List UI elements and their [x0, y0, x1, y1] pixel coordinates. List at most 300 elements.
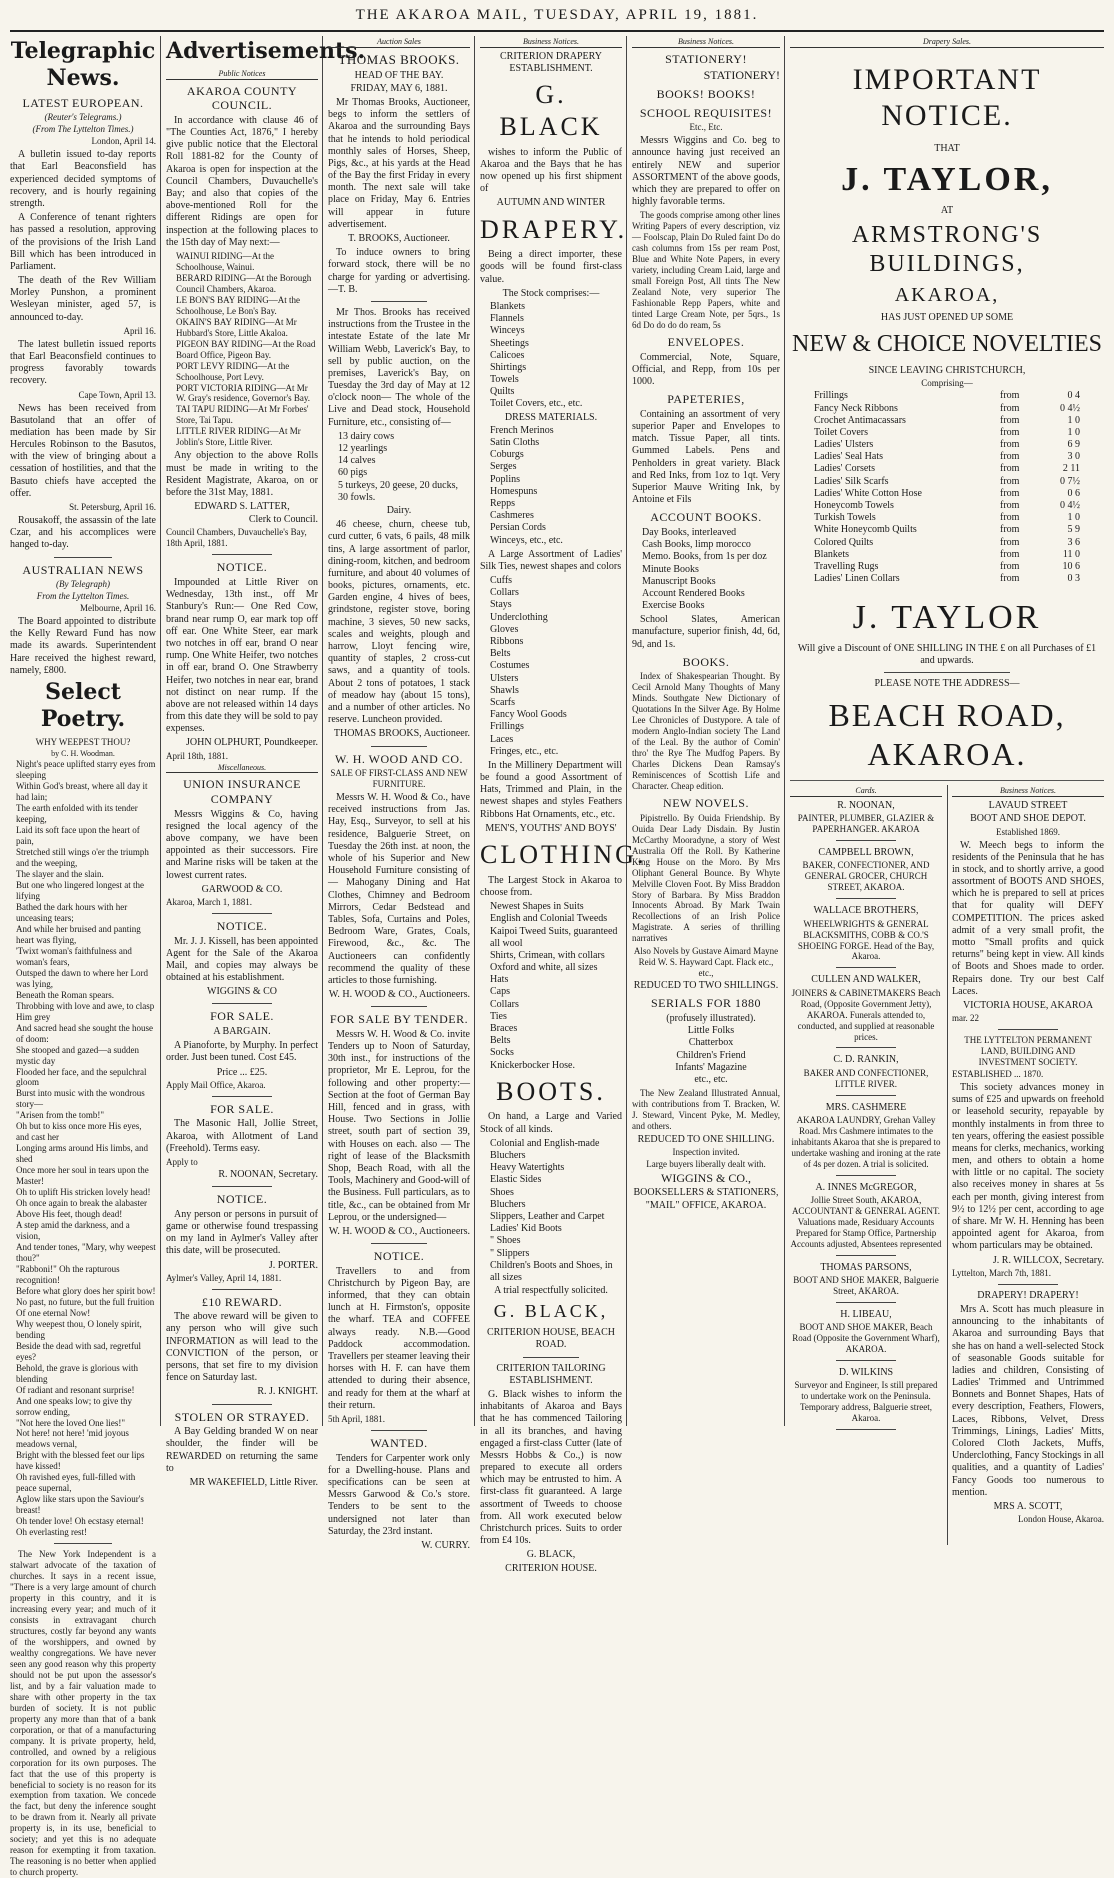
list-item: And while her bruised and panting heart was flying,: [16, 923, 141, 945]
card-body: BOOT AND SHOE MAKER, Balguerie Street, AKAROA.: [793, 1274, 939, 1296]
ad-heading: THOMAS BROOKS.: [338, 51, 460, 67]
address-heading: BEACH ROAD, AKAROA.: [828, 697, 1066, 773]
list-item: Repps: [490, 497, 515, 509]
ad-subheading: A BARGAIN.: [213, 1026, 271, 1038]
ad-heading: NOTICE.: [373, 1249, 425, 1264]
ad-paragraph: The above reward will be given to any person who will give such INFORMATION as will lead to the CONVICTION of the person, or persons, that set fire to my division fence on Saturday last.: [166, 1311, 318, 1384]
source-line: (From The Lyttelton Times.): [32, 124, 134, 135]
card-title: CAMPBELL BROWN,: [818, 847, 914, 859]
ad-heading: SCHOOL REQUISITES!: [639, 105, 773, 120]
list-item: Poplins: [490, 473, 521, 485]
boots-list: [480, 1138, 622, 1284]
business-card: [790, 905, 942, 968]
masthead-rule: [10, 30, 1104, 32]
ad-paragraph: Tenders for Carpenter work only for a Dwelling-house. Plans and specifications can be seen at Messrs Garwood & Co.'s store. Tenders to be sent to the undersigned not later than Saturday, the 23rd instant.: [328, 1452, 470, 1537]
separator: [371, 1243, 428, 1244]
list-item: Kaipoi Tweed Suits, guaranteed all wool: [490, 925, 618, 949]
important-notice-heading: IMPORTANT NOTICE.: [852, 62, 1042, 133]
list-item: Toilet Covers, etc., etc.: [490, 398, 583, 410]
business-card: [790, 1054, 942, 1095]
column-divider: [784, 36, 785, 1426]
signature: T. BROOKS, Auctioneer.: [348, 233, 450, 245]
list-item: Children's Boots and Shoes, in all sizes: [490, 1259, 613, 1283]
price-row: [814, 403, 1080, 415]
account-books-list: [632, 527, 780, 612]
signature: W. H. WOOD & CO., Auctioneers.: [328, 989, 470, 1001]
items-list: [480, 575, 622, 758]
dateline: Cape Town, April 13.: [78, 389, 156, 400]
list-item: Caps: [490, 986, 510, 998]
list-item: Ladies' Kid Boots: [490, 1223, 562, 1235]
signature: GARWOOD & CO.: [201, 883, 283, 895]
list-item: And tender tones, "Mary, why weepest thou?": [16, 1242, 156, 1263]
ad-heading: NOTICE.: [216, 918, 268, 933]
list-item: Winceys: [490, 325, 525, 337]
ad-paragraph: Travellers to and from Christchurch by Pigeon Bay, are informed, that they can obtain lunch at H. Firmston's, opposite the wharf. TEA and COFFEE always ready. N.B.—Good Paddock accommodation. Travellers per steamer leaving their horses with H. F. can have them attended to during their absence, and ready for them at the wharf at their return.: [328, 1265, 470, 1411]
list-item: Night's peace uplifted starry eyes from sleeping: [16, 759, 156, 781]
card-body: AKAROA LAUNDRY, Grehan Valley Road. Mrs Cashmere intimates to the inhabitants Akaroa that she is prepared to undertake washing and ironing at the rate of 4s per dozen. A trial is solicited.: [791, 1114, 941, 1169]
list-item: Heavy Watertights: [490, 1162, 565, 1174]
list-item: 13 dairy cows: [338, 430, 395, 442]
section-label: Public Notices: [166, 69, 318, 80]
price-from: from: [1000, 560, 1020, 572]
list-item: Burst into music with the wondrous story—: [16, 1088, 145, 1110]
list-item: Ulsters: [490, 672, 519, 684]
serials-list: [632, 1013, 780, 1086]
source-line: From the Lyttelton Times.: [36, 591, 130, 602]
list-item: Cashmeres: [490, 510, 534, 522]
list-item: Fancy Wool Goods: [490, 709, 567, 721]
list-item: Oh to uplift His stricken lovely head!: [16, 1187, 151, 1198]
business-card: [790, 847, 942, 899]
list-item: Shirts, Crimean, with collars: [490, 949, 605, 961]
price-row: [814, 427, 1080, 439]
signature: BOOKSELLERS & STATIONERS,: [633, 1186, 779, 1198]
list-item: Calicoes: [490, 349, 525, 361]
column-telegraphic: [10, 36, 156, 1878]
list-item: No past, no future, but the full fruition: [16, 1296, 155, 1307]
poem-title: WHY WEEPEST THOU?: [35, 736, 131, 747]
price-item-name: Fancy Neck Ribbons: [814, 402, 898, 414]
column-criterion-drapery: [480, 36, 647, 1574]
price-item-name: Ladies' Seal Hats: [814, 451, 884, 463]
list-item: Cuffs: [490, 575, 513, 587]
dress-materials-list: [480, 425, 622, 547]
list-item: Colonial and English-made Bluchers: [490, 1137, 600, 1162]
ad-footer: Aylmer's Valley, April 14, 1881.: [166, 1272, 282, 1283]
merchant-name: J. TAYLOR,: [841, 161, 1053, 199]
ad-footer: CRITERION HOUSE, BEACH ROAD.: [486, 1327, 616, 1351]
card-body: PAINTER, PLUMBER, GLAZIER & PAPERHANGER. AKAROA: [797, 813, 935, 835]
price-amount: 0 3: [1067, 573, 1080, 585]
list-item: Flooded her face, and the sepulchral gloom: [16, 1066, 147, 1088]
section-label: Auction Sales: [328, 37, 470, 48]
card-title: MRS. CASHMERE: [825, 1101, 907, 1113]
list-item: Braces: [490, 1023, 518, 1034]
ad-subheading: FRIDAY, MAY 6, 1881.: [350, 82, 448, 94]
separator: [371, 1430, 428, 1431]
ad-subheading: HEAD OF THE BAY.: [354, 69, 444, 81]
list-item: Shawls: [490, 684, 519, 696]
price-amount: 0 4½: [1060, 500, 1080, 511]
ad-heading: SERIALS FOR 1880: [650, 996, 762, 1011]
section-label: Drapery Sales.: [790, 37, 1104, 48]
price-row: [814, 524, 1080, 536]
list-item: Sheetings: [490, 337, 529, 349]
ad-paragraph: On hand, a Large and Varied Stock of all kinds.: [480, 1111, 622, 1135]
price-row: [814, 488, 1080, 500]
ad-heading: CRITERION TAILORING ESTABLISHMENT.: [496, 1362, 606, 1386]
list-item: Collars: [490, 587, 519, 599]
list-item: Scarfs: [490, 696, 515, 708]
ad-footer: Large buyers liberally dealt with.: [646, 1159, 766, 1170]
list-item: Minute Books: [642, 563, 699, 575]
ad-footer: April 18th, 1881.: [166, 750, 228, 761]
ad-paragraph: The goods comprise among other lines Writing Papers of every description, viz— Foolscap, Plain Do Ruled faint Do do cash columns from 15s per ream Post, Blue and White Note Papers, in every variety, including Cream Laid, large and small Foreign Post, All tints The New Zealand Note, very superior The Fashionable Repp Papers, white and tinted Large Cream Note, per 5qrs., 1s 6d Do do do do ream, 5s: [632, 210, 780, 331]
editorial-paragraph: The New York Independent is a stalwart advocate of the taxation of churches. It says in a recent issue, "There is a very large amount of church property in this country, and it is increasing every year; and much of it consists in extravagant church structures, costly far beyond any wants of the worshippers, and owned by wealthy congregations. We have never seen any good reason why this property should not be put upon the assessor's list, and by a fair valuation made to share with other property in the tax burden of society. It is not public property any more than that of a bank corporation, or that of a manufacturing company. It is private property, held, controlled, and owned by a religious corporation for its own purposes. The fact that the use of this property is beneficial to society is no reason for its exemption from taxation. We concede the fact, but deny the inference sought to be drawn from it. Nearly all private property is, in its use, beneficial to society; and yet this is no adequate reason for exempting it from taxation. The reasoning is no better when applied to church property.: [10, 1549, 156, 1878]
ad-subheading: MEN'S, YOUTHS' AND BOYS': [485, 822, 617, 834]
merchant-name: G. BLACK,: [493, 1301, 609, 1322]
ad-paragraph: Mrs A. Scott has much pleasure in announcing to the inhabitants of Akaroa and surrounding Bays that she has on hand a well-selected Stock of seasonable Goods suitable for ladies and children, Consisting of Ladies' Trimmed and Untrimmed Bonnets and Bonnet Shapes, Hats of every description, Feathers, Flowers, Laces, Ribbons, Velvet, Dress Trimmings, Linings, Ladies' Mitts, Colored Cloth Jackets, Muffs, Underclothing, Fancy Stockings in all qualities, and a quantity of Ladies' Fancy Goods too numerous to mention.: [952, 1303, 1104, 1498]
price-item-name: Toilet Covers: [814, 426, 869, 438]
separator: [836, 967, 897, 968]
price-from: from: [1000, 475, 1020, 487]
list-item: Belts: [490, 1035, 511, 1047]
separator: [836, 1095, 897, 1096]
price-item-name: Honeycomb Towels: [814, 500, 894, 511]
ad-footer: mar. 22: [952, 1013, 979, 1024]
ad-subheading: Comprising—: [921, 378, 973, 389]
card-body: JOINERS & CABINETMAKERS Beach Road, (Opposite Government Jetty), AKAROA. Funerals attended to, conducted, and supplied at reasonable prices.: [791, 987, 941, 1042]
ad-paragraph: Index of Shakespearian Thought. By Cecil Arnold Many Thoughts of Many Minds. Southgate New Dictionary of Quotations In the Silver Age. By Holme Lee Chronicles of Dustypore. A tale of modern Anglo-Indian society The Land of the Leal. By the author of Comin' thro' the Rye The Mudfog Papers. By Charles Dickens Dean Ramsay's Reminiscences of Scottish Life and Character. Cheap edition.: [632, 671, 780, 792]
ad-footer: 5th April, 1881.: [328, 1413, 386, 1424]
card-body: Surveyor and Engineer, Is still prepared to undertake work on the Peninsula. Temporary address, Balguerie street, Akaroa.: [794, 1380, 938, 1423]
ad-heading: THE LYTTELTON PERMANENT LAND, BUILDING AND INVESTMENT SOCIETY.: [964, 1035, 1092, 1068]
section-label: Miscellaneous.: [166, 763, 318, 774]
separator: [836, 898, 897, 899]
ad-heading: STOLEN OR STRAYED.: [174, 1409, 310, 1424]
dateline: St. Petersburg, April 16.: [69, 502, 156, 512]
price-from: from: [1000, 512, 1020, 524]
ad-footer: Apply Mail Office, Akaroa.: [166, 1079, 266, 1090]
clothing-list: [480, 901, 622, 1072]
price-item-name: Ladies' Ulsters: [814, 439, 874, 451]
list-item: PORT VICTORIA RIDING—At Mr W. Gray's residence, Governor's Bay.: [176, 382, 311, 404]
advertisements-heading: Advertisements.: [166, 38, 366, 64]
signature: W. CURRY.: [421, 1539, 470, 1551]
ad-heading: FOR SALE BY TENDER.: [329, 1012, 469, 1027]
signature: W. H. WOOD & CO., Auctioneers.: [328, 1225, 470, 1237]
section-label: Cards.: [790, 786, 942, 797]
list-item: Account Rendered Books: [642, 587, 745, 599]
ad-subheading: SINCE LEAVING CHRISTCHURCH,: [868, 365, 1026, 377]
column-divider: [322, 36, 323, 1426]
list-item: Oh once again to break the alabaster: [16, 1198, 147, 1209]
signature: VICTORIA HOUSE, AKAROA: [962, 999, 1094, 1011]
price-from: from: [1000, 402, 1020, 414]
ad-subheading: ESTABLISHED ... 1870.: [952, 1069, 1044, 1079]
ad-heading: £10 REWARD.: [201, 1294, 283, 1309]
list-item: PIGEON BAY RIDING—At the Road Board Office, Pigeon Bay.: [176, 338, 316, 360]
price-from: from: [1000, 487, 1020, 499]
signature: J. R. WILLCOX, Secretary.: [992, 1254, 1104, 1266]
list-item: Collars: [490, 998, 519, 1010]
price-amount: 2 11: [1062, 463, 1080, 475]
list-item: Flannels: [490, 313, 524, 325]
card-title: A. INNES McGREGOR,: [815, 1181, 917, 1193]
ad-paragraph: This society advances money in sums of £25 and upwards on freehold or leasehold security, repayable by monthly instalments in from three to ten years, offering the easiest possible means for clerks, mechanics, working men, and others to obtain a home with little or no capital. The society also receives money in shares at 5s each per month, giving interest from 9½ to 12½ per cent, according to age of share. Mr W. H. Henning has been appointed agent for Akaroa, from whom particulars may be obtained.: [952, 1081, 1104, 1252]
ad-subheading: PLEASE NOTE THE ADDRESS—: [874, 678, 1020, 690]
list-item: English and Colonial Tweeds: [490, 913, 608, 925]
list-item: "Not here the loved One lies!": [16, 1417, 126, 1428]
news-paragraph: The latest bulletin issued reports that Earl Beaconsfield continues to progress favorably towards recovery.: [10, 338, 156, 387]
business-card: [790, 974, 942, 1048]
price-amount: 10 6: [1062, 560, 1080, 572]
signature: R. NOONAN, Secretary.: [218, 1168, 318, 1180]
list-item: Ties: [490, 1010, 507, 1022]
dateline: Melbourne, April 16.: [80, 603, 156, 614]
source-line: (By Telegraph): [56, 579, 110, 590]
ad-paragraph: Impounded at Little River on Wednesday, 13th inst., off Mr Stanbury's Run:— One Red Cow, brand near rump O, ear mark top off off ear. One White Steer, ear mark two notches in off ear, brand O near rump. One White Heifer, two notches in off ear, brand O. One Strawberry Heifer, two notches in near ear, brand not distinct on near rump. If the above are not released within 14 days from this date they will be sold to pay expenses.: [166, 577, 318, 735]
list-item: Oh ravished eyes, full-filled with peace supernal,: [16, 1472, 136, 1494]
merchant-name: J. TAYLOR: [852, 599, 1042, 637]
price-row: [814, 573, 1080, 585]
ad-heading: PAPETERIES,: [667, 392, 745, 407]
ad-heading: AKAROA COUNTY COUNCIL.: [186, 83, 298, 113]
ad-paragraph: Being a direct importer, these goods will be found first-class value.: [480, 249, 622, 285]
drapery-heading: DRAPERY.: [480, 214, 628, 244]
list-item: But one who lingered longest at the lifying: [16, 880, 144, 901]
card-body: Jollie Street South, AKAROA, ACCOUNTANT & GENERAL AGENT. Valuations made, Residuary Accounts Prepared for Stamp Office, Partnership Accounts adjusted, Absentees represented: [790, 1194, 942, 1249]
news-paragraph: The Board appointed to distribute the Kelly Reward Fund has now made its awards. Superintendent Hare received the highest reward, namely, £800.: [10, 616, 156, 676]
price-item-name: Ladies' White Cotton Hose: [814, 487, 922, 499]
price-row: [814, 561, 1080, 573]
list-item: Why weepest thou, O lonely spirit, bending: [16, 1318, 142, 1340]
separator: [884, 672, 1010, 673]
price-from: from: [1000, 573, 1020, 585]
list-item: Chatterbox: [688, 1037, 734, 1049]
dateline: London, April 14.: [91, 136, 156, 147]
list-item: The slayer and the slain.: [16, 869, 104, 880]
list-item: Beside the dead with sad, regretful eyes?: [16, 1340, 141, 1362]
column-divider: [474, 36, 475, 1426]
business-card: [790, 1262, 942, 1303]
card-title: WALLACE BROTHERS,: [813, 905, 919, 917]
signature: WIGGINS & CO: [207, 986, 277, 998]
ad-paragraph: A Bay Gelding branded W on near shoulder, the finder will be REWARDED on returning the same to: [166, 1426, 318, 1474]
list-item: Socks: [490, 1047, 514, 1059]
ad-subheading: AUTUMN AND WINTER: [496, 197, 606, 209]
clothing-heading: CLOTHING.: [480, 840, 647, 870]
price-row: [814, 500, 1080, 512]
list-item: Gloves: [490, 623, 519, 635]
list-item: Beneath the Roman spears.: [16, 989, 114, 1000]
ad-paragraph: Mr Thos. Brooks has received instructions from the Trustee in the intestate Estate of the late Mr William Webb, Laverick's Bay, to sell by public auction, on the premises, Laverick's Bay, on Tuesday the 3rd day of May at 12 o'clock noon— The whole of the Live and Dead stock, Household Furniture, etc., consisting of—: [328, 306, 470, 428]
price-amount: 5 9: [1067, 524, 1080, 536]
price-amount: 1 0: [1067, 426, 1080, 438]
signature: "MAIL" OFFICE, AKAROA.: [645, 1200, 767, 1211]
list-item: etc., etc.: [694, 1074, 728, 1085]
list-item: Underclothing: [490, 611, 548, 623]
list-item: Throbbing with love and awe, to clasp Him grey: [16, 1000, 155, 1022]
list-item: Behold, the grave is glorious with blending: [16, 1362, 138, 1384]
list-item: Frillings: [490, 721, 524, 733]
ad-heading: STATIONERY!: [703, 68, 780, 83]
ad-subheading: Established 1869.: [996, 826, 1060, 837]
list-item: And sacred head she sought the house of doom:: [16, 1022, 153, 1044]
list-item: Coburgs: [490, 449, 524, 461]
signature: EDWARD S. LATTER,: [194, 501, 290, 513]
separator: [212, 1003, 273, 1004]
separator: [212, 1404, 273, 1405]
cards-section: [790, 780, 1104, 1545]
price-from: from: [1000, 426, 1020, 438]
price-from: from: [1000, 451, 1020, 463]
list-item: Serges: [490, 461, 517, 473]
price-item-name: Frillings: [814, 390, 848, 402]
ad-subheading: THAT: [934, 142, 960, 154]
list-item: Oh everlasting rest!: [16, 1527, 87, 1538]
boots-heading: BOOTS.: [496, 1076, 606, 1106]
signature: R. J. KNIGHT.: [257, 1386, 318, 1398]
list-item: Satin Cloths: [490, 437, 540, 449]
ad-paragraph: Messrs Wiggins and Co. beg to announce having just received an entirely NEW and superior ASSORTMENT of the above goods, which they are prepared to offer on highly favorable terms.: [632, 135, 780, 208]
ad-paragraph: To induce owners to bring forward stock, there will be no charge for yarding or advertising.—T. B.: [328, 247, 470, 295]
column-divider: [626, 36, 627, 1426]
card-body: WHEELWRIGHTS & GENERAL BLACKSMITHS, COBB & CO.'S SHOEING FORGE. Head of the Bay, Akaroa.: [797, 918, 935, 962]
ad-heading: AKAROA,: [894, 284, 1000, 307]
list-item: Newest Shapes in Suits: [490, 901, 584, 913]
dateline: April 16.: [123, 325, 156, 336]
price-amount: 1 0: [1067, 512, 1080, 524]
ad-paragraph: Messrs Wiggins & Co, having resigned the local agency of the above company, we have been appointed as their successors. Fire and Marine risks will be taken at the lowest current rates.: [166, 808, 318, 881]
price-amount: 3 6: [1067, 536, 1080, 548]
list-item: "Rabboni!" Oh the rapturous recognition!: [16, 1263, 120, 1285]
list-item: Stretched still wings o'er the triumph and the weeping,: [16, 847, 149, 869]
card-body: BOOT AND SHOE MAKER, Beach Road (Opposite the Government Wharf), AKAROA.: [792, 1321, 940, 1354]
list-item: TAI TAPU RIDING—At Mr Forbes' Store, Tai Tapu.: [176, 404, 309, 426]
list-item: Oxford and white, all sizes: [490, 962, 598, 974]
card-title: THOMAS PARSONS,: [820, 1261, 912, 1273]
ridings-list: [166, 251, 318, 448]
list-item: Blankets: [490, 300, 525, 312]
price-item-name: Crochet Antimacassars: [814, 414, 906, 426]
price-from: from: [1000, 414, 1020, 426]
ad-heading: ENVELOPES.: [667, 335, 745, 349]
list-item: Shoes: [490, 1186, 514, 1198]
price-amount: 0 6: [1067, 487, 1080, 499]
business-column: [952, 785, 1104, 1526]
list-item: Stays: [490, 599, 512, 611]
column-drapery-sales: [790, 36, 1104, 1525]
price-item-name: Blankets: [814, 548, 849, 560]
card-title: C. D. RANKIN,: [833, 1054, 899, 1066]
ad-heading: W. H. WOOD AND CO.: [334, 751, 463, 766]
ad-heading: BOOKS! BOOKS!: [656, 87, 756, 101]
ad-paragraph: Also Novels by Gustave Aimard Mayne Reid W. S. Hayward Capt. Flack etc., etc.,: [633, 946, 779, 979]
separator: [54, 1543, 112, 1544]
price-row: [814, 451, 1080, 463]
list-item: Persian Cords: [490, 522, 546, 534]
price-amount: 0 4½: [1060, 402, 1080, 414]
reuter-line: (Reuter's Telegrams.): [44, 112, 122, 123]
ad-heading: NEW NOVELS.: [663, 796, 749, 811]
list-item: Within God's breast, where all day it had lain;: [16, 781, 148, 803]
ad-heading: WANTED.: [370, 1435, 428, 1450]
section-label: Business Notices.: [632, 37, 780, 48]
list-item: Costumes: [490, 660, 530, 672]
list-item: Belts: [490, 648, 511, 660]
list-item: 5 turkeys, 20 geese, 20 ducks, 30 fowls.: [338, 479, 458, 503]
ad-paragraph: Mr Thomas Brooks, Auctioneer, begs to inform the settlers of Akaroa and the surrounding Bays that he intends to hold periodical monthly sales of Horses, Sheep, Pigs, &c., at his yards at the Head of the Bay the first Friday in every month. The next sale will take place on Friday, May 6. Entries will appear in future advertisement.: [328, 96, 470, 230]
separator: [998, 1029, 1059, 1030]
list-item: Laces: [490, 733, 514, 745]
signature: CRITERION HOUSE.: [505, 1562, 597, 1574]
list-item: Longing arms around His limbs, and shed: [16, 1143, 148, 1165]
list-item: Aglow like stars upon the Saviour's breast!: [16, 1494, 144, 1516]
column-divider: [160, 36, 161, 1426]
list-item: Before what glory does her spirit bow!: [16, 1285, 156, 1296]
price-item-name: Ladies' Linen Collars: [814, 573, 900, 585]
ad-subheading: REDUCED TO ONE SHILLING.: [637, 1134, 775, 1146]
list-item: Fringes, etc., etc.: [490, 745, 559, 757]
ad-subheading: The Stock comprises:—: [502, 287, 600, 299]
ad-heading: CRITERION DRAPERY ESTABLISHMENT.: [500, 50, 602, 74]
price-row: [814, 537, 1080, 549]
list-item: And one speaks low; to give thy sorrow ending,: [16, 1395, 132, 1417]
price-item-name: Ladies' Silk Scarfs: [814, 475, 889, 487]
ad-footer: Apply to: [166, 1156, 198, 1167]
stock-list: [328, 431, 470, 504]
ad-paragraph: In the Millinery Department will be found a good Assortment of Hats, Trimmed and Plain, in the newest shapes and styles Feathers Ribbons Hat Ornaments, etc., etc.: [480, 759, 622, 820]
ad-footer: Akaroa, March 1, 1881.: [166, 896, 252, 907]
business-card: [790, 1182, 942, 1256]
list-item: Towels: [490, 374, 519, 386]
list-item: PORT LEVY RIDING—At the Schoolhouse, Port Levy.: [176, 360, 290, 382]
ad-paragraph: A Pianoforte, by Murphy. In perfect order. Just been tuned. Cost £45.: [166, 1040, 318, 1064]
ad-heading: FOR SALE.: [210, 1101, 274, 1116]
ad-paragraph: A Large Assortment of Ladies' Silk Ties, newest shapes and colors: [480, 548, 622, 572]
list-item: Homespuns: [490, 485, 538, 497]
list-item: Bluchers: [490, 1198, 526, 1210]
novelties-heading: NEW & CHOICE NOVELTIES: [792, 330, 1102, 357]
list-item: Hats: [490, 974, 509, 986]
poem-body: [10, 759, 156, 1538]
price-row: [814, 415, 1080, 427]
price-line: Price ... £25.: [216, 1066, 268, 1078]
news-paragraph: News has been received from Basutoland that an offer of mediation has been made by Sir Hercules Robinson to the Basutos, with the view of bringing about a cessation of hostilities, and that the Basuto chiefs have accepted the offer.: [10, 402, 156, 499]
separator: [54, 557, 112, 558]
ad-paragraph: wishes to inform the Public of Akaroa and the Bays that he has now opened up his first shipment of: [480, 146, 622, 195]
list-item: Memo. Books, from 1s per doz: [642, 551, 767, 563]
latest-european-heading: LATEST EUROPEAN.: [22, 95, 144, 110]
list-item: The earth enfolded with its tender keeping,: [16, 803, 138, 825]
telegraphic-heading: Telegraphic News.: [10, 38, 156, 91]
separator: [836, 1429, 897, 1430]
price-row: [814, 476, 1080, 488]
list-item: WAINUI RIDING—At the Schoolhouse, Wainui.: [176, 250, 274, 272]
section-label: Business Notices.: [952, 786, 1104, 797]
list-item: Elastic Sides: [490, 1174, 542, 1186]
list-item: Knickerbocker Hose.: [490, 1059, 575, 1071]
separator: [371, 746, 428, 747]
ad-paragraph: School Slates, American manufacture, superior finish, 4d, 6d, 9d, and 1s.: [632, 614, 780, 650]
list-item: Infants' Magazine: [675, 1061, 747, 1073]
price-row: [814, 463, 1080, 475]
price-list: [790, 390, 1104, 585]
card-body: BAKER AND CONFECTIONER, LITTLE RIVER.: [803, 1067, 929, 1089]
list-item: (profusely illustrated).: [666, 1013, 756, 1025]
